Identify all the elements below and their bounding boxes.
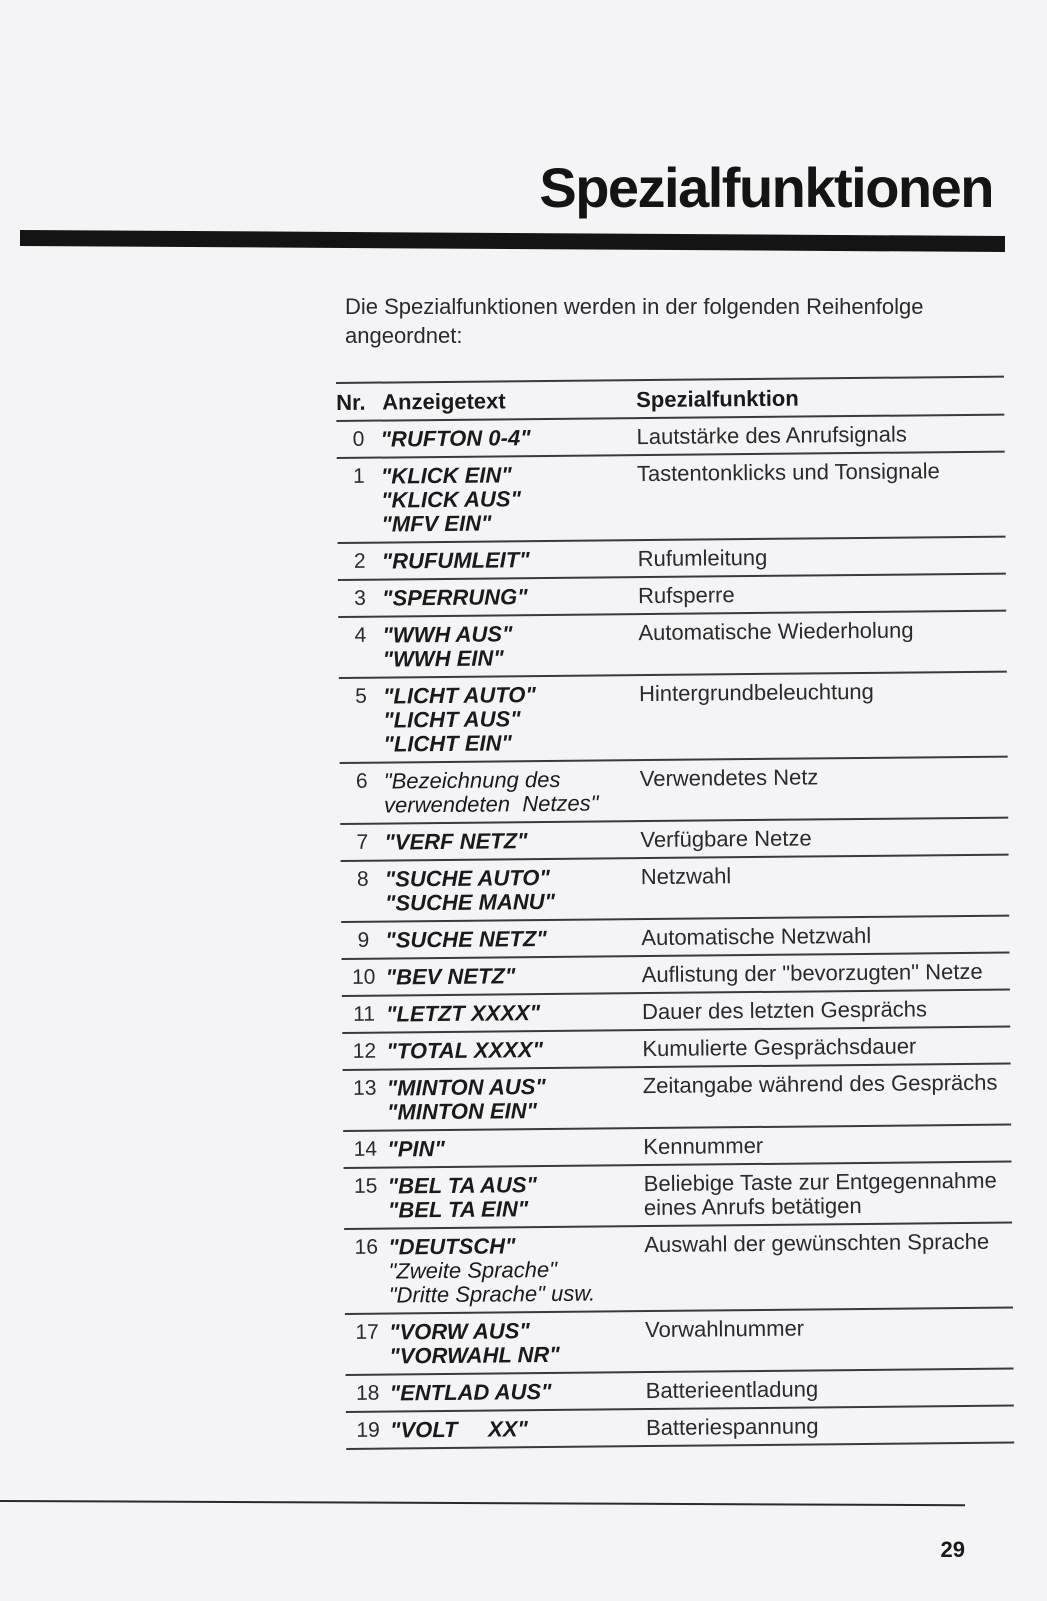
- row-number: 9: [357, 928, 370, 952]
- function-description: Netzwahl: [640, 863, 732, 890]
- page-title: Spezialfunktionen: [539, 156, 993, 219]
- display-text: [382, 584, 638, 610]
- display-text-line: "VERF NETZ": [384, 828, 528, 855]
- row-number: 0: [352, 427, 365, 451]
- table-row: [343, 1065, 1012, 1132]
- display-text-line: "LICHT AUTO": [382, 682, 536, 709]
- display-text-line: "VOLT XX": [389, 1416, 528, 1443]
- display-text: [386, 1037, 642, 1063]
- row-number: 19: [356, 1418, 380, 1442]
- special-functions-table: [336, 376, 1014, 1450]
- header-function: Spezialfunktion: [636, 385, 799, 413]
- function-description: Tastentonklicks und Tonsignale: [636, 458, 940, 487]
- function-description: Dauer des letzten Gesprächs: [641, 996, 928, 1025]
- display-text-line: "MFV EIN": [381, 510, 492, 537]
- table-row: [337, 453, 1006, 544]
- table-row: [342, 1028, 1010, 1071]
- display-text-line: "BEV NETZ": [385, 963, 516, 990]
- row-number: 15: [353, 1174, 378, 1198]
- row-number: 14: [353, 1137, 378, 1161]
- function-description: Zeitangabe während des Gesprächs: [642, 1069, 998, 1099]
- display-text-line: "SUCHE MANU": [384, 888, 556, 916]
- table-row: [338, 538, 1006, 581]
- display-text: [390, 1379, 646, 1405]
- table-row: [341, 856, 1010, 923]
- function-description: Verfügbare Netze: [640, 825, 812, 853]
- display-text-line: verwendeten Netzes": [383, 790, 599, 818]
- function-description: Lautstärke des Anrufsignals: [636, 421, 907, 450]
- display-text-line: "Dritte Sprache" usw.: [388, 1280, 596, 1308]
- table-row: [336, 416, 1004, 459]
- display-text-line: "KLICK AUS": [381, 486, 522, 513]
- display-text-line: "ENTLAD AUS": [389, 1378, 552, 1406]
- display-text-line: "PIN": [387, 1135, 446, 1162]
- display-text: [386, 963, 642, 989]
- page-number: 29: [940, 1537, 965, 1562]
- table-row: [343, 1126, 1011, 1169]
- function-description: Automatische Netzwahl: [641, 922, 872, 951]
- row-number: 7: [356, 830, 369, 854]
- row-number: 1: [352, 464, 365, 488]
- display-text-line: "BEL TA EIN": [387, 1196, 529, 1223]
- display-text-line: "LICHT AUS": [383, 706, 521, 733]
- row-number: 18: [355, 1381, 380, 1405]
- display-text: [388, 1233, 645, 1307]
- display-text-line: "MINTON AUS": [386, 1074, 546, 1101]
- header-nr: Nr.: [336, 389, 366, 415]
- table-row: [338, 612, 1007, 679]
- table-row: [340, 819, 1008, 862]
- display-text: [382, 547, 638, 573]
- row-number: 17: [355, 1320, 379, 1344]
- function-description: Rufsperre: [637, 582, 735, 609]
- row-number: 16: [354, 1235, 379, 1259]
- display-text-line: "LICHT EIN": [383, 730, 513, 757]
- table-row: [342, 954, 1010, 997]
- display-text: [387, 1135, 643, 1161]
- display-text-line: "SUCHE NETZ": [385, 926, 547, 953]
- row-number: 8: [356, 867, 369, 891]
- function-description: Kumulierte Gesprächsdauer: [642, 1033, 917, 1062]
- display-text: [381, 462, 638, 536]
- display-text: [385, 926, 641, 952]
- display-text-line: "VORWAHL NR": [389, 1341, 560, 1369]
- table-header-row: [336, 376, 1004, 422]
- table-row: [346, 1370, 1014, 1413]
- function-description: Auflistung der "bevorzugten" Netze: [641, 958, 983, 988]
- display-text-line: "KLICK EIN": [380, 462, 512, 489]
- display-text: [389, 1318, 645, 1368]
- table-row: [342, 991, 1010, 1034]
- function-description: Auswahl der gewünschten Sprache: [644, 1228, 990, 1258]
- function-description: Beliebige Taste zur Entgegennahme eines Anrufs betätigen: [643, 1167, 997, 1221]
- table-row: [341, 917, 1009, 960]
- function-description: Hintergrundbeleuchtung: [638, 678, 874, 707]
- display-text: [380, 425, 636, 451]
- display-text-line: "TOTAL XXXX": [386, 1037, 544, 1064]
- display-text-line: "WWH AUS": [382, 621, 513, 648]
- display-text-line: "RUFUMLEIT": [381, 547, 530, 574]
- header-display-text: Anzeigetext: [382, 388, 506, 415]
- function-description: Batteriespannung: [645, 1413, 819, 1441]
- display-text: [383, 682, 640, 756]
- row-number: 11: [353, 1002, 376, 1026]
- display-text: [386, 1000, 642, 1026]
- row-number: 6: [355, 769, 368, 793]
- table-row: [344, 1224, 1013, 1315]
- display-text: [385, 865, 641, 915]
- title-rule: [20, 230, 1005, 252]
- function-description: Automatische Wiederholung: [638, 617, 914, 646]
- table-row: [338, 575, 1006, 618]
- table-row: [346, 1407, 1014, 1450]
- row-number: 4: [354, 623, 367, 647]
- table-body: [336, 416, 1014, 1450]
- display-text: [387, 1074, 643, 1124]
- display-text-line: "Bezeichnung des: [383, 766, 561, 794]
- table-row: [340, 758, 1009, 825]
- display-text-line: "MINTON EIN": [386, 1098, 538, 1125]
- display-text-line: "BEL TA AUS": [387, 1172, 538, 1199]
- row-number: 13: [352, 1076, 377, 1100]
- display-text-line: "DEUTSCH": [388, 1233, 516, 1260]
- display-text-line: "RUFTON 0-4": [380, 425, 531, 452]
- row-number: 2: [353, 549, 366, 573]
- display-text-line: "Zweite Sprache": [388, 1256, 558, 1284]
- function-description: Verwendetes Netz: [639, 764, 819, 792]
- function-description: Vorwahlnummer: [644, 1315, 805, 1343]
- display-text-line: "SPERRUNG": [381, 584, 528, 611]
- function-description: Kennummer: [643, 1132, 764, 1160]
- display-text: [390, 1416, 646, 1442]
- display-text: [384, 828, 640, 854]
- display-text-line: "VORW AUS": [389, 1318, 530, 1345]
- display-text-line: "SUCHE AUTO": [384, 864, 550, 892]
- intro-text: Die Spezialfunktionen werden in der folgenden Reihenfolge angeordnet:: [345, 294, 924, 348]
- function-description: Batterieentladung: [645, 1376, 819, 1404]
- table-row: [344, 1163, 1013, 1230]
- table-row: [345, 1309, 1014, 1376]
- bottom-rule: [0, 1500, 965, 1506]
- table-row: [339, 673, 1008, 764]
- display-text-line: "LETZT XXXX": [385, 1000, 541, 1027]
- row-number: 12: [352, 1039, 377, 1063]
- function-description: Rufumleitung: [637, 544, 768, 572]
- display-text: [388, 1172, 644, 1222]
- row-number: 3: [354, 586, 367, 610]
- display-text: [384, 767, 640, 817]
- display-text-line: "WWH EIN": [382, 645, 504, 672]
- row-number: 10: [351, 965, 376, 989]
- display-text: [382, 621, 638, 671]
- row-number: 5: [355, 684, 367, 708]
